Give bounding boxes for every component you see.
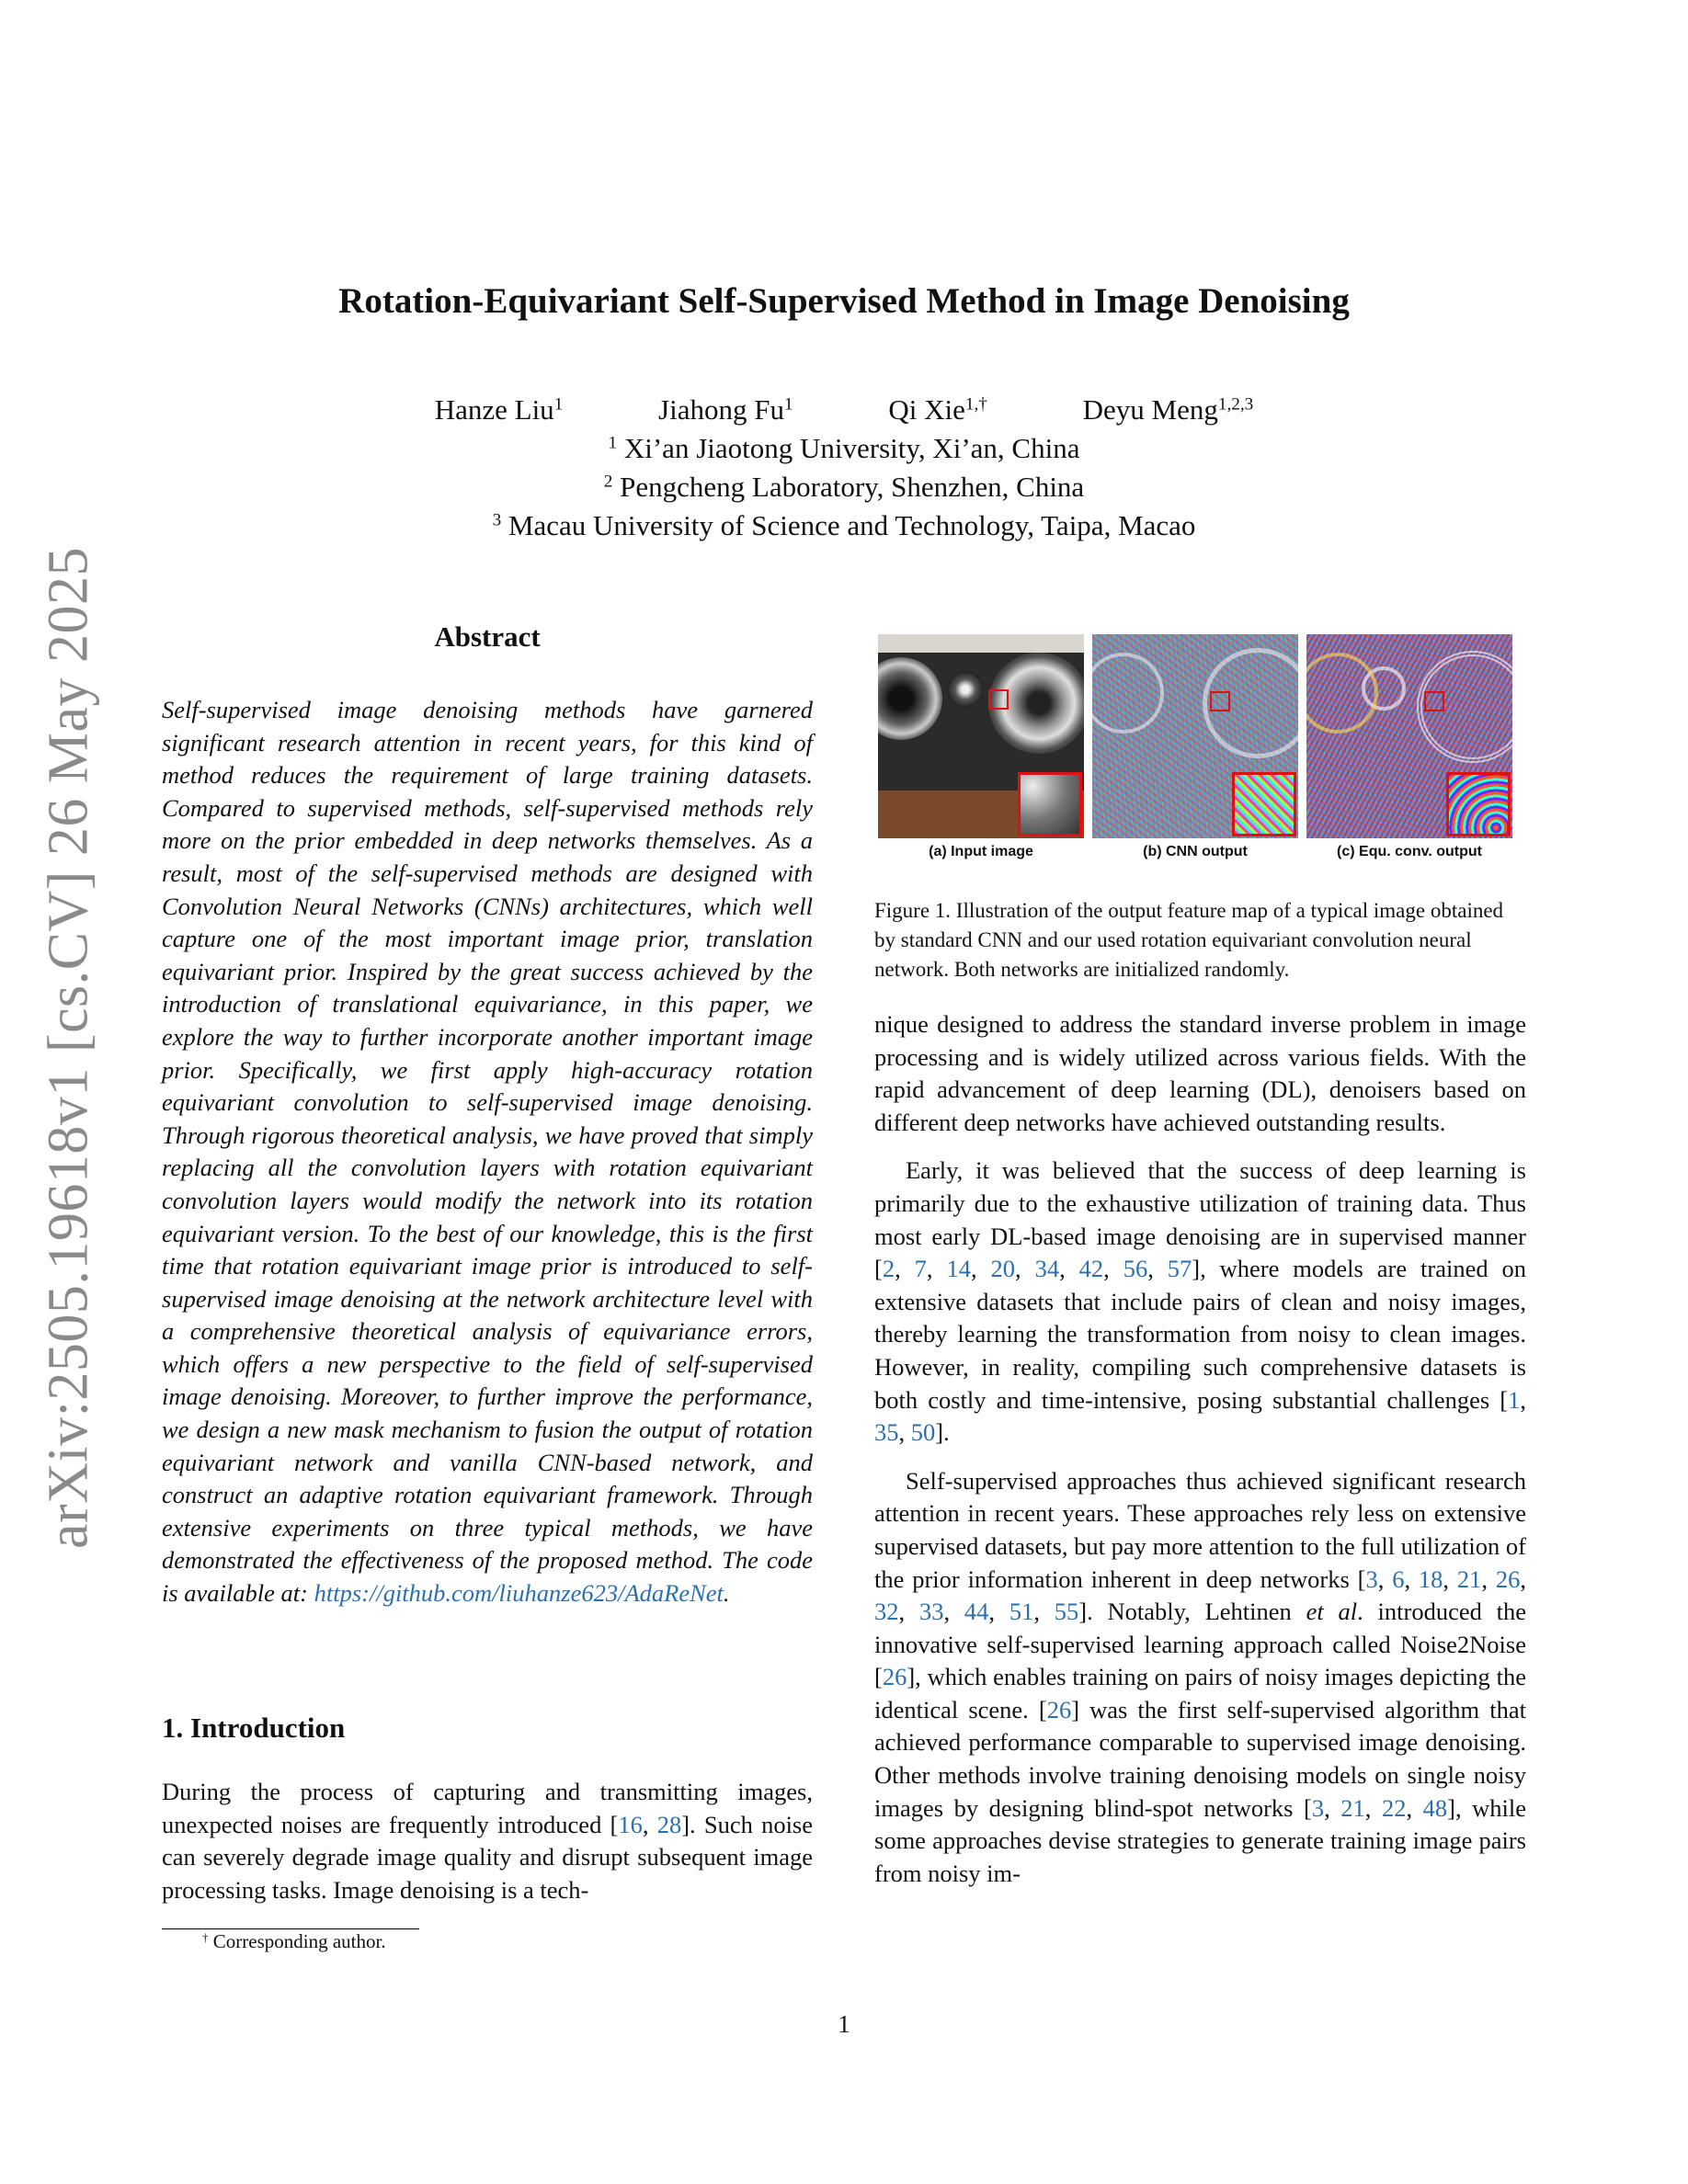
code-link[interactable]: https://github.com/liuhanze623/AdaReNet	[314, 1579, 724, 1608]
citation[interactable]: 51	[1009, 1598, 1034, 1626]
arxiv-watermark: arXiv:2505.19618v1 [cs.CV] 26 May 2025	[37, 546, 100, 1550]
citation[interactable]: 28	[656, 1810, 682, 1838]
affiliation: $^1$ Xi’an Jiaotong University, Xi’an, China	[608, 432, 1080, 464]
section-heading-introduction: 1. Introduction	[162, 1712, 346, 1744]
citation[interactable]: 48	[1422, 1793, 1448, 1822]
citation[interactable]: 18	[1418, 1564, 1443, 1593]
citation[interactable]: 42	[1078, 1255, 1104, 1283]
emphasis: et al	[1306, 1598, 1358, 1626]
citation[interactable]: 26	[1495, 1564, 1521, 1593]
citation[interactable]: 6	[1392, 1564, 1405, 1593]
abstract-heading: Abstract	[434, 620, 541, 653]
citation[interactable]: 26	[882, 1663, 907, 1691]
author: Jiahong Fu$^1$	[658, 393, 793, 426]
citation[interactable]: 33	[918, 1598, 944, 1626]
citation[interactable]: 1	[1508, 1385, 1521, 1414]
equivariant-conv-output-panel	[1306, 634, 1512, 838]
citation[interactable]: 55	[1054, 1598, 1079, 1626]
author: Deyu Meng$^{1,2,3}$	[1082, 393, 1254, 426]
subcaption-a: (a) Input image	[929, 844, 1033, 859]
paragraph: nique designed to address the standard inverse problem in image processing and is widely utilized across various fields. With the rapid advancement of deep learning (DL), denoisers based on different deep networks have achieved outstanding results.	[874, 1010, 1526, 1136]
citation[interactable]: 7	[914, 1255, 927, 1283]
citation[interactable]: 35	[874, 1418, 899, 1447]
author-list	[0, 393, 1688, 427]
citation[interactable]: 3	[1311, 1793, 1325, 1822]
citation[interactable]: 26	[1046, 1695, 1072, 1723]
citation[interactable]: 32	[874, 1598, 899, 1626]
citation[interactable]: 20	[990, 1255, 1016, 1283]
abstract-body: Self-supervised image denoising methods have garnered significant research attention in recent years, for this kind of method reduces the requirement of large training datasets. Compared to supervised methods, self-supervised methods rely more on the prior embedded in deep networks themselves. As a result, most of the self-supervised methods are designed with Convolution Neural Networks (CNNs) architectures, which well capture one of the most important image prior, translation equivariant prior. Inspired by the great success achieved by the introduction of translational equivariance, in this paper, we explore the way to further incorporate another important image prior. Specifically, we first apply high-accuracy rotation equivariant convolution to self-supervised image denoising. Through rigorous theoretical analysis, we have proved that simply replacing all the convolution layers with rotation equivariant convolution layers would modify the network into its rotation equivariant version. To the best of our knowledge, this is the first time that rotation equivariant image prior is introduced to self-supervised image denoising at the network architecture level with a comprehensive theoretical analysis of equivariance errors, which offers a new perspective to the field of self-supervised image denoising. Moreover, to further improve the performance, we design a new mask mechanism to fusion the output of rotation equivariant network and vanilla CNN-based network, and construct an adaptive rotation equivariant framework. Through extensive experiments on three typical methods, we have demonstrated the effectiveness of the proposed method. The code is available at: https://github.com/liuhanze623/AdaReNet.	[162, 696, 813, 1608]
citation[interactable]: 21	[1456, 1564, 1482, 1593]
author: Hanze Liu$^1$	[434, 393, 564, 426]
citation[interactable]: 21	[1340, 1793, 1365, 1822]
figure-caption: Figure 1. Illustration of the output feature map of a typical image obtained by standard CNN and our used rotation equivariant convolution neural network. Both networks are initialized randomly.	[874, 899, 1504, 981]
paper-title: Rotation-Equivariant Self-Supervised Method in Image Denoising	[338, 281, 1350, 321]
footnote: † Corresponding author.	[202, 1929, 386, 1952]
right-column-body	[874, 1008, 1526, 1890]
figure-1	[878, 634, 1512, 838]
cnn-output-panel	[1092, 634, 1298, 838]
affiliation: $^3$ Macau University of Science and Technology, Taipa, Macao	[492, 509, 1196, 541]
citation[interactable]: 50	[910, 1418, 936, 1447]
subcaption-c: (c) Equ. conv. output	[1337, 844, 1482, 859]
subcaption-b: (b) CNN output	[1143, 844, 1248, 859]
citation[interactable]: 3	[1365, 1564, 1378, 1593]
paragraph: Self-supervised approaches thus achieved significant research attention in recent years. These approaches rely less on extensive supervised datasets, but pay more attention to the full utilization of the prior information inherent in deep networks [3, 6, 18, 21, 26, 32, 33, 44, 51, 55]. Notably, Lehtinen et al. introduced the innovative self-supervised learning approach called Noise2Noise [26], which enables training on pairs of noisy images depicting the identical scene. [26] was the first self-supervised algorithm that achieved performance comparable to supervised image denoising. Other methods involve training denoising models on single noisy images by designing blind-spot networks [3, 21, 22, 48], while some approaches devise strategies to generate training image pairs from noisy im-	[874, 1466, 1527, 1887]
input-image-panel	[878, 634, 1084, 838]
affiliation: $^2$ Pengcheng Laboratory, Shenzhen, China	[603, 471, 1085, 503]
paragraph: Early, it was believed that the success of deep learning is primarily due to the exhaustive utilization of training data. Thus most early DL-based image denoising are in supervised manner [2, 7, 14, 20, 34, 42, 56, 57], where models are trained on extensive datasets that include pairs of clean and noisy images, thereby learning the transformation from noisy to clean images. However, in reality, compiling such comprehensive datasets is both costly and time-intensive, posing substantial challenges [1, 35, 50].	[874, 1156, 1527, 1447]
footnote-rule	[162, 1928, 419, 1929]
citation[interactable]: 56	[1123, 1255, 1148, 1283]
citation[interactable]: 2	[882, 1255, 895, 1283]
citation[interactable]: 14	[946, 1255, 971, 1283]
figure-subcaptions	[878, 844, 1512, 866]
page-number: 1	[838, 2010, 850, 2038]
citation[interactable]: 44	[964, 1598, 989, 1626]
citation[interactable]: 16	[618, 1810, 643, 1838]
intro-paragraph: During the process of capturing and transmitting images, unexpected noises are frequently introduced [16, 28]. Such noise can severely degrade image quality and disrupt subsequent image processing tasks. Image denoising is a tech-	[162, 1778, 814, 1904]
citation[interactable]: 34	[1034, 1255, 1060, 1283]
citation[interactable]: 57	[1167, 1255, 1192, 1283]
author: Qi Xie$^{1,\dagger}$	[888, 393, 987, 426]
citation[interactable]: 22	[1381, 1793, 1407, 1822]
